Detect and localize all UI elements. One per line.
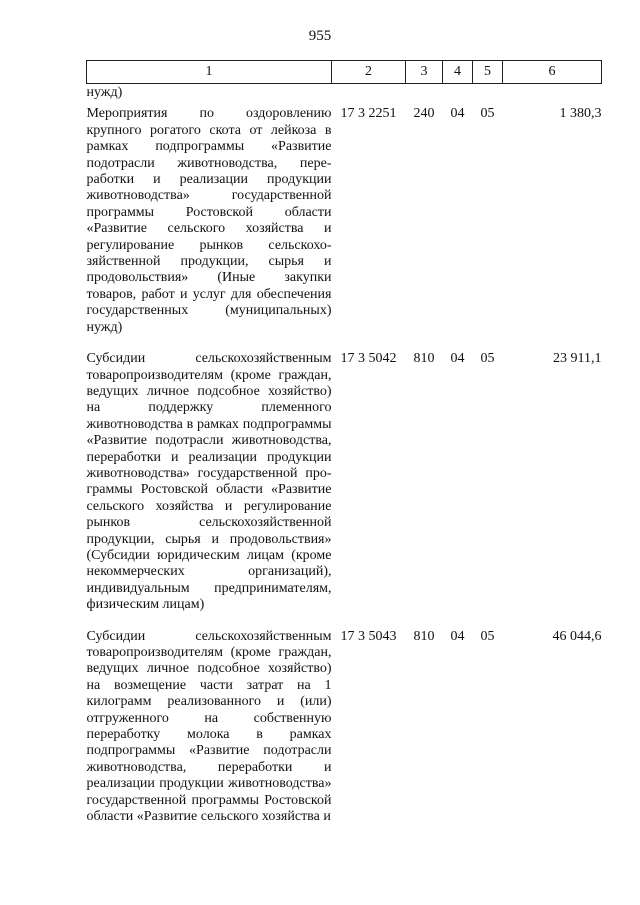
table-row [87, 624, 602, 836]
row-description: Субсидии сельскохозяйственным товаропроизводителям (кроме граждан, ведущих личное подсобное хозяйство) на поддержку племенного животноводства в рамках подпрограммы «Развитие подотрасли животноводства, переработки и реализации продукции животноводства» государственной программы Ростовской области «Развитие сельского хозяйства и регулирование рынков сельскохозяйственной продукции, сырья и продовольствия» (Субсидии юридическим лицам (кроме некоммерческих организаций), индивидуальным предпринимателям, физическим лицам) [86, 351, 332, 613]
column-header-5: 5 [473, 61, 503, 84]
row-target-code: 17 3 2251 [340, 106, 397, 122]
row-expense-type: 810 [413, 628, 435, 644]
row-target-code: 17 3 5043 [340, 628, 397, 644]
column-header-3: 3 [406, 61, 443, 84]
table-header-row [87, 61, 602, 84]
column-header-2: 2 [332, 61, 406, 84]
row-expense-type: 240 [413, 106, 435, 122]
row-subsection: 05 [480, 628, 495, 644]
column-header-4: 4 [443, 61, 473, 84]
continuation-row [87, 84, 602, 102]
row-section: 04 [450, 351, 465, 367]
row-subsection: 05 [480, 106, 495, 122]
row-description: Субсидии сельскохозяйственным товаропроизводителям (кроме граждан, ведущих личное подсобное хозяйство) на возмещение части затрат на 1 килограмм реализованного и (или) отгруженного на собственную переработку молока в рамках подпрограммы «Развитие подотрасли животноводства, переработки и реализации продукции животноводства» государственной программы Ростовской области «Развитие сельского хозяйства и [86, 628, 332, 825]
page-number: 955 [308, 28, 332, 44]
column-header-6: 6 [503, 61, 602, 84]
row-target-code: 17 3 5042 [340, 351, 397, 367]
row-amount: 1 380,3 [559, 106, 602, 122]
row-expense-type: 810 [413, 351, 435, 367]
column-header-1: 1 [87, 61, 332, 84]
continuation-text: нужд) [86, 85, 123, 100]
row-section: 04 [450, 106, 465, 122]
row-subsection: 05 [480, 351, 495, 367]
row-section: 04 [450, 628, 465, 644]
row-amount: 46 044,6 [552, 628, 602, 644]
table-row [87, 346, 602, 624]
table-row [87, 101, 602, 346]
budget-table [86, 60, 602, 835]
row-description: Мероприятия по оздоровлению крупного рогатого скота от лейкоза в рамках подпрограммы «Развитие подотрасли животноводства, переработки и реализации продукции животноводства» государственной программы Ростовской области «Развитие сельского хозяйства и регулирование рынков сельскохозяйственной продукции, сырья и продовольствия» (Иные закупки товаров, работ и услуг для обеспечения государственных (муниципальных) нужд) [86, 106, 332, 335]
row-amount: 23 911,1 [553, 351, 602, 367]
